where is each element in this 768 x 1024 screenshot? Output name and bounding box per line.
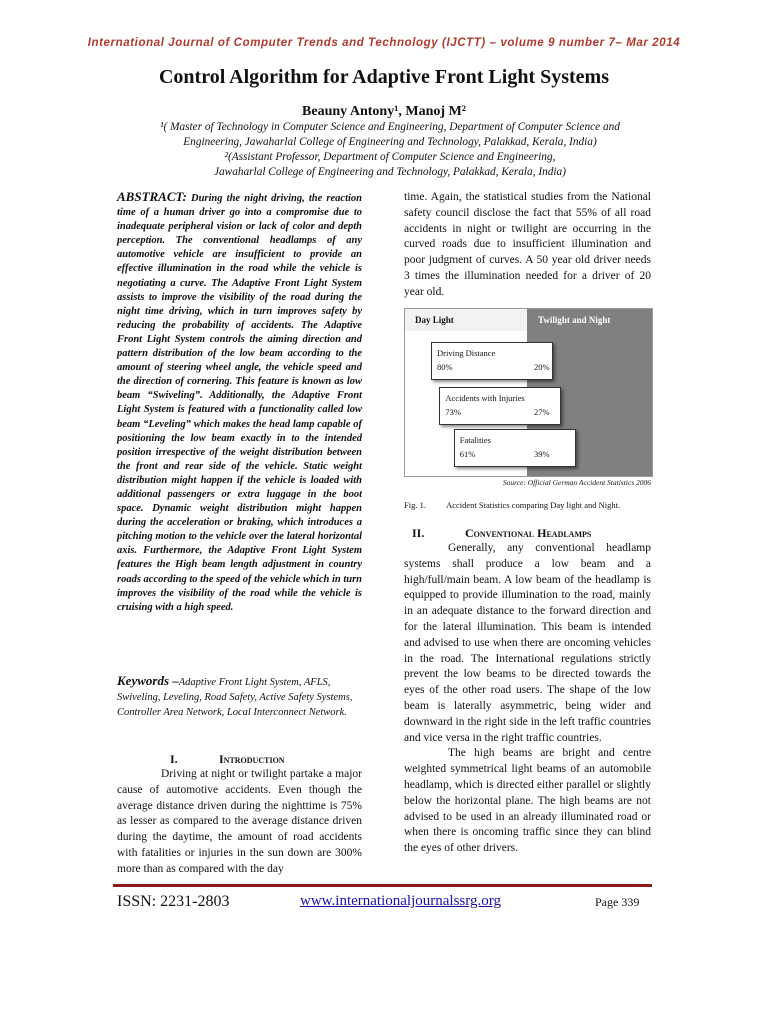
abstract-heading: ABSTRACT: xyxy=(117,189,187,204)
legend-day-light: Day Light xyxy=(415,315,454,325)
paper-title: Control Algorithm for Adaptive Front Light Systems xyxy=(158,66,609,88)
bar-day-value: 61% xyxy=(459,449,476,459)
affiliation-line: ²(Assistant Professor, Department of Computer Science and Engineering, xyxy=(224,151,556,163)
bar-category-label: Accidents with Injuries xyxy=(445,393,525,403)
abstract xyxy=(117,190,362,615)
chart-bar-fatalities xyxy=(454,429,576,467)
section-number: I. xyxy=(170,752,178,766)
bar-day-value: 80% xyxy=(437,362,453,372)
paragraph: Generally, any conventional headlamp systems shall produce a low beam and a high/full/main beam. A low beam of the headlamp is equipped to provide illumination to the road, mainly in an adequate distance to the forward direction and for the lateral illumination. This beam is intended and advised to use when there are oncoming vehicles in the road. The International regulations strictly prevent the low beams to be directed towards the eyes of the other road users. The shape of the low beam is laterally asymmetric, being wider and downward in the right side in the left traffic countries and vice versa in the right traffic countries. xyxy=(404,542,651,744)
figure-number: Fig. 1. xyxy=(404,500,426,510)
bar-day-value: 73% xyxy=(445,407,461,417)
chart-bar-accidents-with-injuries xyxy=(439,387,561,425)
section-number: II. xyxy=(412,526,425,540)
keywords xyxy=(117,673,362,720)
affiliation-line: Engineering, Jawaharlal College of Engineering and Technology, Palakkad, Kerala, India) xyxy=(183,136,597,148)
abstract-text: During the night driving, the reaction time of a human driver go into a compromise due to inadequate peripheral vision or lack of color and depth perception. The conventional headlamps of any automotive vehicle are insufficient to provide an effective illumination in the road while the vehicle is negotiating a curve. The Adaptive Front Light System assists to improve the visibility of the road during the night time driving, which in turn improves safety by reducing the probability of accidents. The Adaptive Front Light System controls the aiming direction and pattern distribution of the low beam according to the amount of steering wheel angle, the vehicle speed and the direction of cornering. This feature is known as low beam “Swiveling”. Additionally, the Adaptive Front Light System is featured with a functionality called low beam “Leveling” which makes the head lamp capable of positioning the low beam exactly in to the intended position irrespective of the weight distribution between the front and rear side of the vehicle. Static weight distribution might happen if the vehicle is loaded with additional passengers or extra luggage in the boot space. Dynamic weight distribution might happen during the acceleration or braking, which introduces a pitching motion to the vehicle over the lateral horizontal axis. Furthermore, the Adaptive Front Light System features the High beam length adjustment in country roads according to the speed of the vehicle which in turn improves the visibility of the road while the vehicle is cruising with a high speed. xyxy=(117,193,363,613)
chart-source: Source: Official German Accident Statistics 2006 xyxy=(502,478,651,487)
bar-category-label: Driving Distance xyxy=(437,348,496,358)
affiliations xyxy=(140,120,640,180)
bar-night-value: 20% xyxy=(534,362,550,372)
accident-statistics-chart xyxy=(404,308,653,477)
keywords-heading: Keywords – xyxy=(117,673,179,688)
chart-bar-driving-distance xyxy=(431,342,553,380)
bar-night-value: 39% xyxy=(533,449,550,459)
affiliation-line: Jawaharlal College of Engineering and Technology, Palakkad, Kerala, India) xyxy=(214,166,566,178)
bar-night-value: 27% xyxy=(533,407,550,417)
paragraph: time. Again, the statistical studies from the National safety council disclose the fact that 55% of all road accidents in night or twilight are occurring in the curved roads due to insufficient illumination and poor judgment of curves. A 50 year old driver needs 3 times the illumination needed for a driver of 20 year old. xyxy=(404,191,651,298)
footer-rule xyxy=(113,884,652,887)
footer-page-number: Page 339 xyxy=(595,895,640,909)
section2-body xyxy=(404,541,651,857)
section-title: Introduction xyxy=(219,752,285,766)
legend-twilight-night: Twilight and Night xyxy=(538,315,611,325)
bar-category-label: Fatalities xyxy=(459,435,491,445)
paragraph: The high beams are bright and centre weighted symmetrical light beams of an automobile headlamp, which is directed either parallel or slightly below the horizontal plane. The high beams are not advised to be used in an already illuminated road or when there is oncoming traffic since they can blind the eyes of other drivers. xyxy=(404,747,651,855)
figure-caption-text: Accident Statistics comparing Day light and Night. xyxy=(446,500,621,510)
section-title: Conventional Headlamps xyxy=(465,526,592,540)
intro-body xyxy=(117,767,362,878)
footer-issn: ISSN: 2231-2803 xyxy=(117,893,230,910)
affiliation-line: ¹( Master of Technology in Computer Science and Engineering, Department of Computer Science and xyxy=(160,121,620,133)
right-column-opening xyxy=(404,190,651,301)
footer-url-link[interactable]: www.internationaljournalssrg.org xyxy=(300,893,501,909)
journal-header: International Journal of Computer Trends and Technology (IJCTT) – volume 9 number 7– Mar 2014 xyxy=(87,37,681,49)
paragraph: Driving at night or twilight partake a major cause of automotive accidents. Even though the average distance driven during the nighttime is 75% as lesser as compared to the average distance driven during the daytime, the amount of road accidents with fatalities or injuries in the sun down are 300% more than as compared with the day xyxy=(117,768,362,875)
paper-authors: Beauny Antony¹, Manoj M² xyxy=(302,104,466,119)
figure-caption xyxy=(404,500,620,510)
keywords-text: Adaptive Front Light System, AFLS, Swiveling, Leveling, Road Safety, Active Safety Systems, Controller Area Network, Local Interconnect Network. xyxy=(117,677,353,718)
